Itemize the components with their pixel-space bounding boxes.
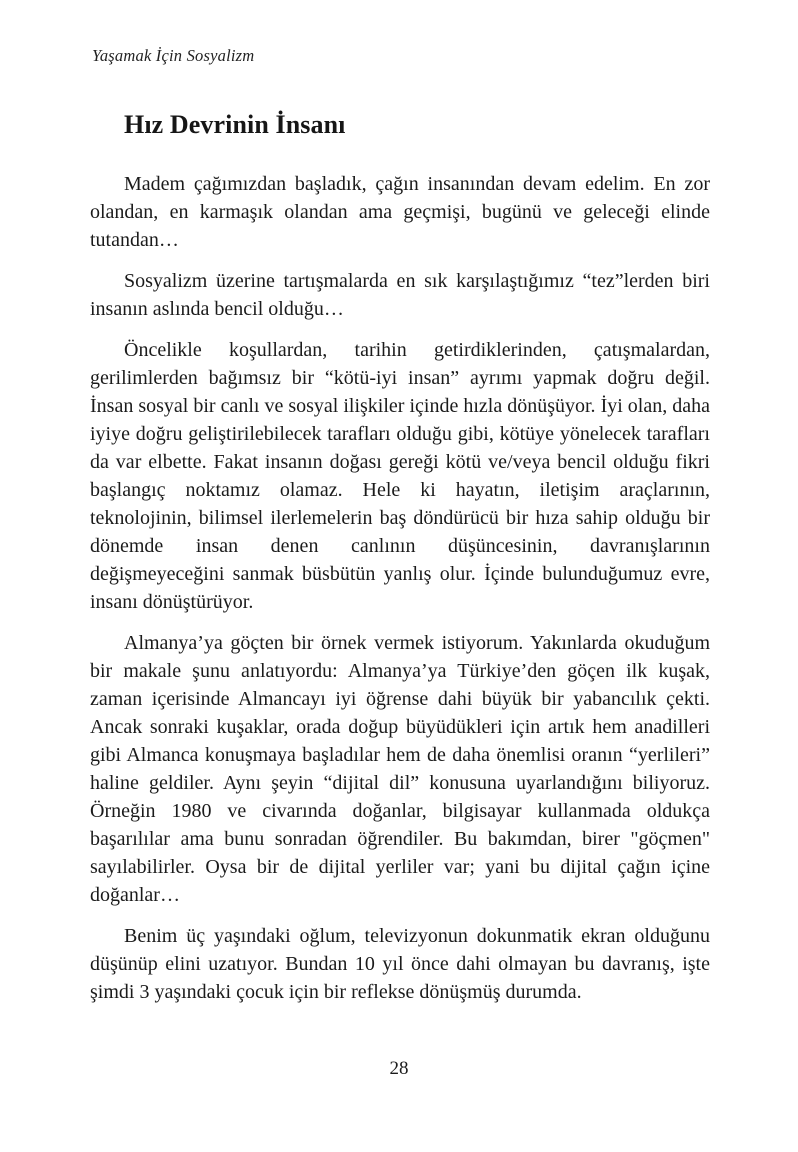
paragraph: Benim üç yaşındaki oğlum, televizyonun dokunmatik ekran olduğunu düşünüp elini uzatıyor. Bundan 10 yıl önce dahi olmayan bu davranış, işte şimdi 3 yaşındaki çocuk için bir reflekse dönüşmüş durumda. <box>90 925 710 1003</box>
paragraph: Sosyalizm üzerine tartışmalarda en sık karşılaştığımız “tez”lerden biri insanın aslında bencil olduğu… <box>90 270 710 320</box>
paragraph: Almanya’ya göçten bir örnek vermek istiyorum. Yakınlarda okuduğum bir makale şunu anlatıyordu: Almanya’ya Türkiye’den göçen ilk kuşak, zaman içerisinde Almancayı iyi öğrense dahi büyük bir yabancılık çekti. Ancak sonraki kuşaklar, orada doğup büyüdükleri için artık hem anadilleri gibi Almanca konuşmaya başladılar hem de daha önemlisi oranın “yerlileri” haline geldiler. Aynı şeyin “dijital dil” konusuna uyarlandığını biliyoruz. Örneğin 1980 ve civarında doğanlar, bilgisayar kullanmada oldukça başarılılar ama bunu sonradan öğrendiler. Bu bakımdan, birer "göçmen" sayılabilirler. Oysa bir de dijital yerliler var; yani bu dijital çağın içine doğanlar… <box>90 632 710 906</box>
page-number: 28 <box>389 1058 409 1079</box>
paragraph: Madem çağımızdan başladık, çağın insanından devam edelim. En zor olandan, en karmaşık olandan ama geçmişi, bugünü ve geleceği elinde tutandan… <box>90 173 710 251</box>
paragraph: Öncelikle koşullardan, tarihin getirdiklerinden, çatışmalardan, gerilimlerden bağımsız bir “kötü-iyi insan” ayrımı yapmak doğru değil. İnsan sosyal bir canlı ve sosyal ilişkiler içinde hızla dönüşüyor. İyi olan, daha iyiye doğru geliştirilebilecek tarafları olduğu gibi, kötüye yönelecek tarafları da var elbette. Fakat insanın doğası gereği kötü ve/veya bencil olduğu fikri başlangıç noktamız olamaz. Hele ki hayatın, iletişim araçlarının, teknolojinin, bilimsel ilerlemelerin baş döndürücü bir hıza sahip olduğu bir dönemde insan denen canlının düşüncesinin, davranışlarının değişmeyeceğini sanmak büsbütün yanlış olur. İçinde bulunduğumuz evre, insanı dönüştürüyor. <box>90 339 710 613</box>
running-header: Yaşamak İçin Sosyalizm <box>92 46 255 65</box>
body-text <box>90 170 710 1019</box>
chapter-title: Hız Devrinin İnsanı <box>124 110 346 139</box>
